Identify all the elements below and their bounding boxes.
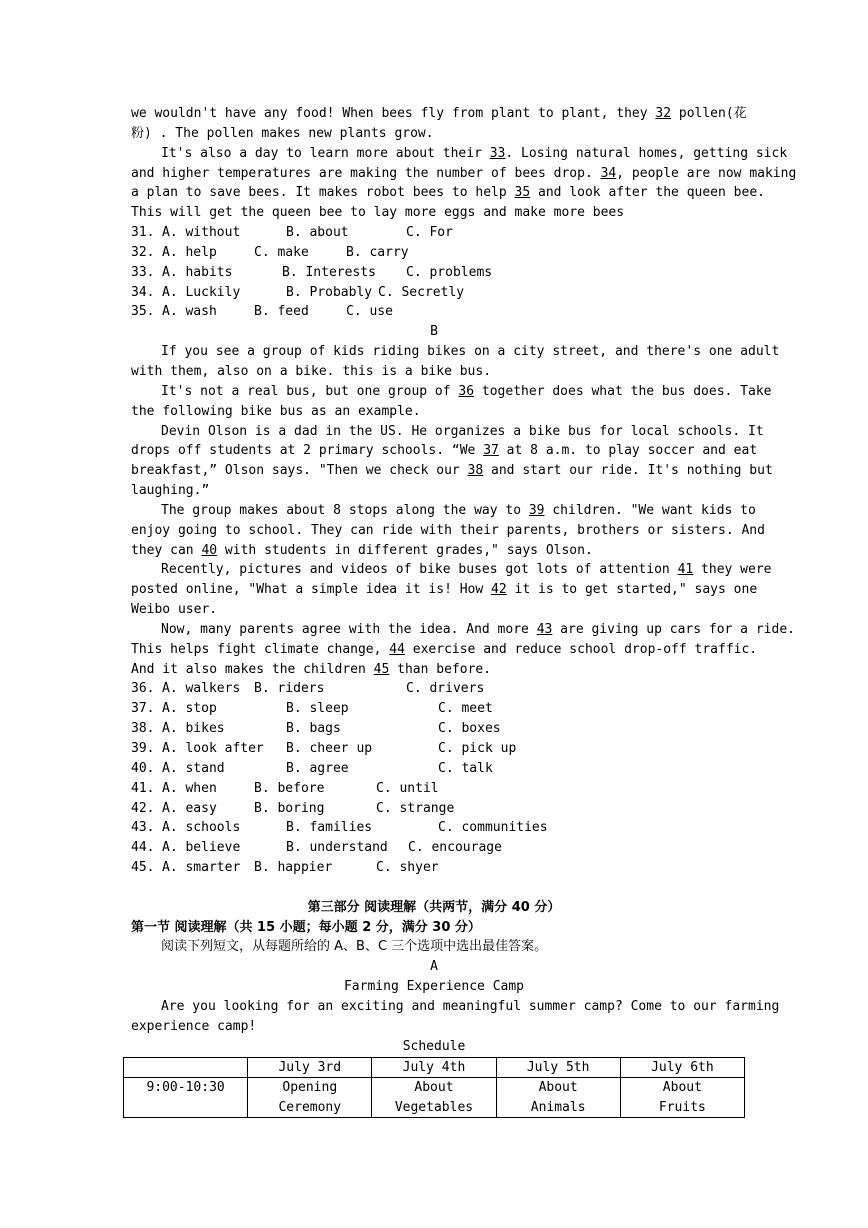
- schedule-title: Schedule: [402, 1038, 466, 1054]
- passage-a-line: and higher temperatures are making the number of bees drop. 34, people are now making: [131, 165, 797, 181]
- table-cell: [124, 1057, 248, 1078]
- intro-line: Are you looking for an exciting and meaningful summer camp? Come to our farming: [161, 998, 780, 1014]
- passage-b-line: Now, many parents agree with the idea. And more 43 are giving up cars for a ride.: [161, 621, 795, 637]
- question-options: 37. A. stop B. sleep C. meet: [131, 701, 493, 717]
- passage-a-line: a plan to save bees. It makes robot bees to help 35 and look after the queen bee.: [131, 185, 765, 201]
- passage-b-line: It's not a real bus, but one group of 36 together does what the bus does. Take: [161, 383, 772, 399]
- table-cell: July 6th: [620, 1057, 744, 1078]
- passage-a-line: It's also a day to learn more about their 33. Losing natural homes, getting sick: [161, 145, 788, 161]
- question-options: 44. A. believe B. understand C. encourage: [131, 840, 502, 856]
- table-cell: About Vegetables: [372, 1078, 496, 1118]
- question-options: 41. A. when B. before C. until: [131, 780, 439, 796]
- question-options: 45. A. smarter B. happier C. shyer: [131, 860, 439, 876]
- table-cell: July 3rd: [248, 1057, 372, 1078]
- question-options: 38. A. bikes B. bags C. boxes: [131, 721, 501, 737]
- passage-b-line: Devin Olson is a dad in the US. He organizes a bike bus for local schools. It: [161, 423, 764, 439]
- blank-41: 41: [677, 562, 694, 578]
- passage-b-line: breakfast,” Olson says. "Then we check our 38 and start our ride. It's nothing but: [131, 463, 773, 479]
- passage-b-line: If you see a group of kids riding bikes on a city street, and there's one adult: [161, 344, 780, 360]
- blank-37: 37: [483, 443, 499, 459]
- part-title: 第三部分 阅读理解（共两节，满分 40 分）: [307, 899, 561, 915]
- blank-44: 44: [389, 641, 405, 657]
- table-cell: 9:00-10:30: [124, 1078, 248, 1118]
- question-options: 36. A. walkers B. riders C. drivers: [131, 681, 485, 697]
- table-row: [124, 1078, 745, 1118]
- schedule-table: [123, 1057, 745, 1119]
- passage-a-line: we wouldn't have any food! When bees fly from plant to plant, they 32 pollen(花: [131, 106, 747, 121]
- question-options: 43. A. schools B. families C. communities: [131, 820, 548, 836]
- passage-b-line: And it also makes the children 45 than before.: [131, 661, 492, 677]
- blank-45: 45: [373, 661, 390, 677]
- passage-b-line: Recently, pictures and videos of bike buses got lots of attention 41 they were: [161, 562, 772, 578]
- blank-43: 43: [536, 621, 553, 637]
- blank-39: 39: [528, 502, 545, 518]
- question-options: 34. A. Luckily B. Probably C. Secretly: [131, 284, 465, 300]
- section-letter: A: [430, 959, 438, 975]
- table-row: [124, 1057, 745, 1078]
- passage-b-line: drops off students at 2 primary schools. “We 37 at 8 a.m. to play soccer and eat: [131, 443, 758, 459]
- blank-32: 32: [655, 106, 672, 121]
- passage-b-line: Weibo user.: [131, 602, 218, 618]
- blank-40: 40: [201, 542, 218, 558]
- passage-b-line: This helps fight climate change, 44 exercise and reduce school drop-off traffic.: [131, 641, 758, 657]
- question-options: 32. A. help C. make B. carry: [131, 244, 409, 260]
- table-cell: July 5th: [496, 1057, 620, 1078]
- passage-b-line: posted online, "What a simple idea it is! How 42 it is to get started," says one: [131, 582, 758, 598]
- table-cell: About Fruits: [620, 1078, 744, 1118]
- blank-38: 38: [467, 463, 484, 479]
- blank-42: 42: [491, 582, 507, 598]
- passage-a-line: 粉) . The pollen makes new plants grow.: [131, 125, 434, 141]
- question-options: 33. A. habits B. Interests C. problems: [131, 264, 493, 280]
- camp-title: Farming Experience Camp: [343, 979, 524, 995]
- question-options: 39. A. look after B. cheer up C. pick up: [131, 741, 517, 756]
- blank-33: 33: [489, 145, 506, 161]
- section-letter: B: [430, 324, 438, 340]
- document-page: [131, 104, 797, 1118]
- table-cell: July 4th: [372, 1057, 496, 1078]
- intro-line: experience camp!: [131, 1018, 257, 1034]
- table-cell: Opening Ceremony: [248, 1078, 372, 1118]
- instruction: 阅读下列短文，从每题所给的 A、B、C 三个选项中选出最佳答案。: [161, 939, 548, 955]
- blank-36: 36: [458, 383, 475, 399]
- passage-b-line: The group makes about 8 stops along the way to 39 children. "We want kids to: [161, 502, 756, 518]
- passage-b-line: laughing.”: [131, 483, 210, 499]
- question-options: 42. A. easy B. boring C. strange: [131, 800, 455, 816]
- blank-35: 35: [514, 185, 531, 201]
- table-cell: About Animals: [496, 1078, 620, 1118]
- question-options: 31. A. without B. about C. For: [131, 225, 453, 241]
- question-options: 40. A. stand B. agree C. talk: [131, 760, 493, 776]
- question-options: 35. A. wash B. feed C. use: [131, 304, 393, 320]
- passage-b-line: with them, also on a bike. this is a bike bus.: [131, 363, 492, 379]
- passage-b-line: the following bike bus as an example.: [131, 403, 421, 419]
- passage-b-line: they can 40 with students in different grades," says Olson.: [131, 542, 593, 558]
- passage-a-line: This will get the queen bee to lay more eggs and make more bees: [131, 205, 625, 221]
- passage-b-line: enjoy going to school. They can ride with their parents, brothers or sisters. And: [131, 522, 765, 538]
- section-heading: 第一节 阅读理解（共 15 小题；每小题 2 分，满分 30 分）: [131, 919, 481, 935]
- blank-34: 34: [600, 165, 617, 181]
